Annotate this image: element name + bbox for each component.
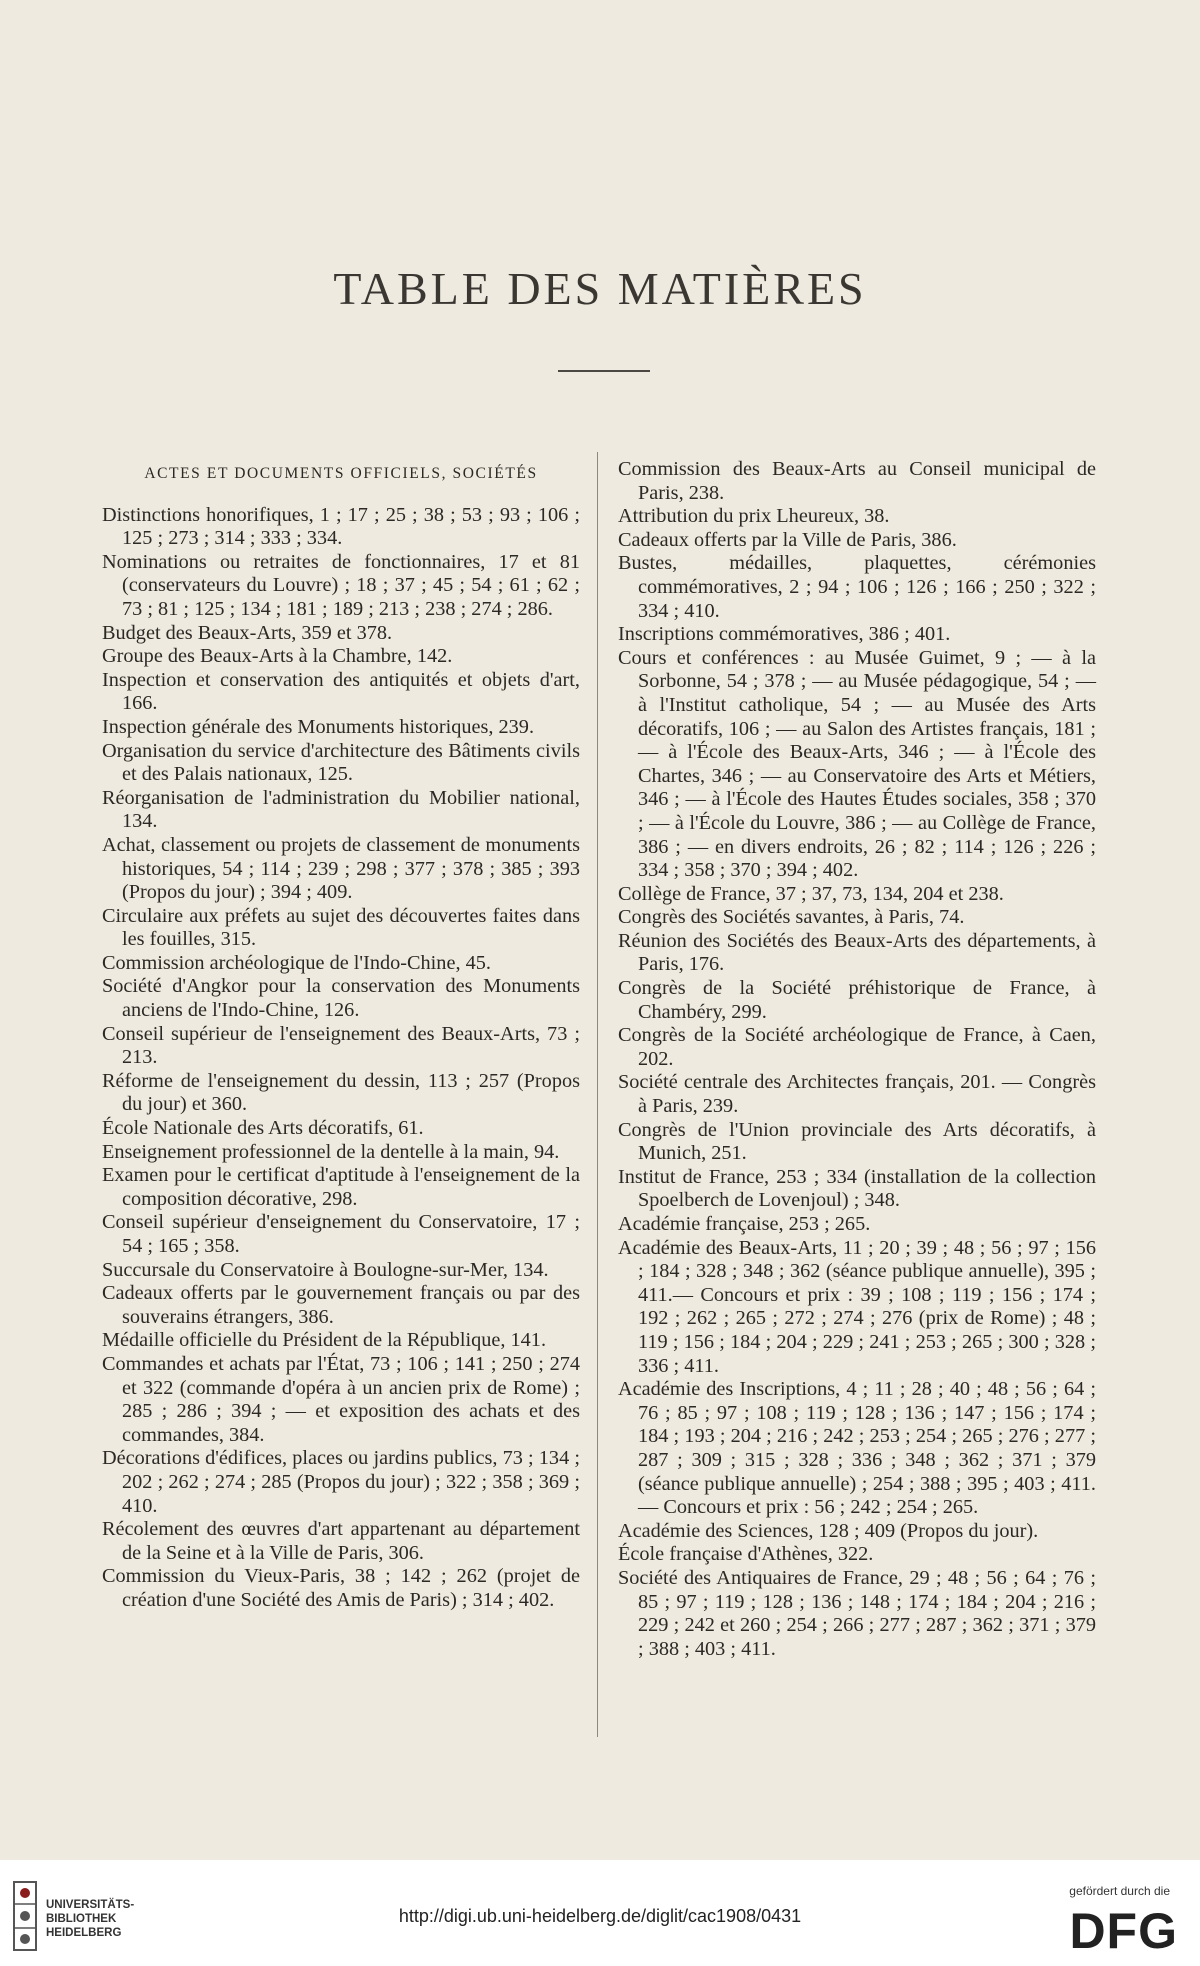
library-name-line: BIBLIOTHEK <box>46 1913 117 1925</box>
index-entry: Organisation du service d'architecture des Bâtiments civils et des Palais nationaux, 125. <box>102 739 580 786</box>
index-entry: Société centrale des Architectes français, 201. — Congrès à Paris, 239. <box>618 1071 1096 1118</box>
index-entry: Société d'Angkor pour la conservation des Monuments anciens de l'Indo-Chine, 126. <box>102 975 580 1022</box>
index-entry: Congrès de la Société archéologique de France, à Caen, 202. <box>618 1024 1096 1070</box>
index-entry: Inspection générale des Monuments historiques, 239. <box>102 715 535 738</box>
index-entry: Société des Antiquaires de France, 29 ; 48 ; 56 ; 64 ; 76 ; 85 ; 97 ; 119 ; 128 ; 136 ; 148 ; 174 ; 184 ; 204 ; 216 ; 229 ; 242 et 260 ; 254 ; 266 ; 277 ; 287 ; 362 ; 371 ; 379 ; 388 ; 403 ; 411. <box>618 1566 1096 1660</box>
index-entry: Bustes, médailles, plaquettes, cérémonies commémoratives, 2 ; 94 ; 106 ; 126 ; 166 ; 250 ; 322 ; 334 ; 410. <box>618 552 1096 622</box>
index-entry: Circulaire aux préfets au sujet des découvertes faites dans les fouilles, 315. <box>102 904 580 951</box>
index-entry: École Nationale des Arts décoratifs, 61. <box>102 1117 424 1140</box>
library-name-line: HEIDELBERG <box>46 1927 122 1939</box>
index-entry: Académie des Inscriptions, 4 ; 11 ; 28 ; 40 ; 48 ; 56 ; 64 ; 76 ; 85 ; 97 ; 108 ; 119 ; 128 ; 136 ; 147 ; 156 ; 174 ; 184 ; 193 ; 204 ; 216 ; 242 ; 253 ; 254 ; 265 ; 276 ; 277 ; 287 ; 309 ; 315 ; 328 ; 336 ; 348 ; 362 ; 371 ; 379 (séance publique annuelle) ; 254 ; 388 ; 395 ; 403 ; 411. — Concours et prix : 56 ; 242 ; 254 ; 265. <box>618 1378 1096 1519</box>
index-entry: Enseignement professionnel de la dentelle à la main, 94. <box>102 1140 560 1163</box>
index-entry: Congrès de la Société préhistorique de France, à Chambéry, 299. <box>618 977 1096 1023</box>
right-column <box>618 458 1096 1661</box>
index-entry: Commission archéologique de l'Indo-Chine, 45. <box>102 951 491 974</box>
index-entry: Commission du Vieux-Paris, 38 ; 142 ; 262 (projet de création d'une Société des Amis de Paris) ; 314 ; 402. <box>102 1565 580 1611</box>
column-divider <box>597 452 598 1737</box>
index-entry: Académie des Sciences, 128 ; 409 (Propos du jour). <box>618 1519 1039 1542</box>
index-entry: Groupe des Beaux-Arts à la Chambre, 142. <box>102 645 453 668</box>
index-entry: Succursale du Conservatoire à Boulogne-sur-Mer, 134. <box>102 1258 549 1281</box>
funding-label: gefördert durch die <box>1069 1884 1170 1898</box>
index-entry: Commission des Beaux-Arts au Conseil municipal de Paris, 238. <box>618 458 1096 504</box>
index-entry: Cours et conférences : au Musée Guimet, 9 ; — à la Sorbonne, 54 ; 378 ; — au Musée pédagogique, 54 ; — à l'Institut catholique, 54 ; — au Musée des Arts décoratifs, 106 ; — au Salon des Artistes français, 181 ; — à l'École des Beaux-Arts, 346 ; — à l'École des Chartes, 346 ; — au Conservatoire des Arts et Métiers, 346 ; — à l'École des Hautes Études sociales, 358 ; 370 ; — à l'École du Louvre, 386 ; — au Collège de France, 386 ; — en divers endroits, 26 ; 82 ; 114 ; 126 ; 226 ; 334 ; 358 ; 370 ; 394 ; 402. <box>618 646 1096 882</box>
index-entry: Réorganisation de l'administration du Mobilier national, 134. <box>102 786 580 833</box>
index-entry: Récolement des œuvres d'art appartenant au département de la Seine et à la Ville de Paris, 306. <box>102 1518 580 1564</box>
index-entry: Conseil supérieur d'enseignement du Conservatoire, 17 ; 54 ; 165 ; 358. <box>102 1211 580 1257</box>
left-column <box>102 458 580 1613</box>
title-divider <box>558 370 650 372</box>
index-entry: École française d'Athènes, 322. <box>618 1543 874 1566</box>
dfg-logo: DFG <box>1069 1903 1178 1959</box>
index-entry: Budget des Beaux-Arts, 359 et 378. <box>102 621 393 644</box>
index-entry: Réunion des Sociétés des Beaux-Arts des départements, à Paris, 176. <box>618 929 1096 976</box>
index-entry: Académie française, 253 ; 265. <box>618 1213 871 1235</box>
permalink-url[interactable]: http://digi.ub.uni-heidelberg.de/diglit/cac1908/0431 <box>398 1906 802 1926</box>
index-entry: Congrès de l'Union provinciale des Arts décoratifs, à Munich, 251. <box>618 1118 1096 1165</box>
index-entry: Académie des Beaux-Arts, 11 ; 20 ; 39 ; 48 ; 56 ; 97 ; 156 ; 184 ; 328 ; 348 ; 362 (séance publique annuelle), 395 ; 411.— Concours et prix : 39 ; 108 ; 119 ; 156 ; 174 ; 192 ; 262 ; 265 ; 272 ; 274 ; 276 (prix de Rome) ; 48 ; 119 ; 156 ; 184 ; 204 ; 229 ; 241 ; 253 ; 265 ; 300 ; 328 ; 336 ; 411. <box>618 1236 1096 1377</box>
index-entry: Réforme de l'enseignement du dessin, 113 ; 257 (Propos du jour) et 360. <box>102 1069 580 1116</box>
index-entry: Commandes et achats par l'État, 73 ; 106 ; 141 ; 250 ; 274 et 322 (commande d'opéra à un ancien prix de Rome) ; 285 ; 286 ; 394 ; — et exposition des achats et des commandes, 384. <box>102 1352 580 1446</box>
index-entry: Nominations ou retraites de fonctionnaires, 17 et 81 (conservateurs du Louvre) ; 18 ; 37 ; 45 ; 54 ; 61 ; 62 ; 73 ; 81 ; 125 ; 134 ; 181 ; 189 ; 213 ; 238 ; 274 ; 286. <box>102 550 580 620</box>
page-title: TABLE DES MATIÈRES <box>333 263 867 314</box>
index-entry: Inspection et conservation des antiquités et objets d'art, 166. <box>102 668 580 715</box>
library-name-line: UNIVERSITÄTS- <box>46 1899 135 1911</box>
index-entry: Décorations d'édifices, places ou jardins publics, 73 ; 134 ; 202 ; 262 ; 274 ; 285 (Propos du jour) ; 322 ; 358 ; 369 ; 410. <box>102 1447 580 1517</box>
index-entry: Institut de France, 253 ; 334 (installation de la collection Spoelberch de Lovenjoul) ; 348. <box>618 1165 1096 1212</box>
index-entry: Médaille officielle du Président de la République, 141. <box>102 1329 547 1352</box>
index-entry: Attribution du prix Lheureux, 38. <box>618 505 890 528</box>
faint-running-head <box>620 46 1120 67</box>
section-heading: ACTES ET DOCUMENTS OFFICIELS, SOCIÉTÉS <box>144 465 538 482</box>
index-entry: Conseil supérieur de l'enseignement des Beaux-Arts, 73 ; 213. <box>102 1022 580 1069</box>
index-entry: Cadeaux offerts par le gouvernement français ou par des souverains étrangers, 386. <box>102 1282 580 1328</box>
index-entry: Inscriptions commémoratives, 386 ; 401. <box>618 623 951 646</box>
index-entry: Congrès des Sociétés savantes, à Paris, 74. <box>618 906 965 929</box>
index-entry: Distinctions honorifiques, 1 ; 17 ; 25 ; 38 ; 53 ; 93 ; 106 ; 125 ; 273 ; 314 ; 333 ; 334. <box>102 503 580 550</box>
index-entry: Examen pour le certificat d'aptitude à l'enseignement de la composition décorative, 298. <box>102 1164 580 1210</box>
index-entry: Collège de France, 37 ; 37, 73, 134, 204 et 238. <box>618 882 1004 905</box>
index-entry: Cadeaux offerts par la Ville de Paris, 386. <box>618 528 957 551</box>
viewer-footer <box>0 1860 1200 1966</box>
index-entry: Achat, classement ou projets de classement de monuments historiques, 54 ; 114 ; 239 ; 298 ; 377 ; 378 ; 385 ; 393 (Propos du jour) ; 394 ; 409. <box>102 833 580 904</box>
